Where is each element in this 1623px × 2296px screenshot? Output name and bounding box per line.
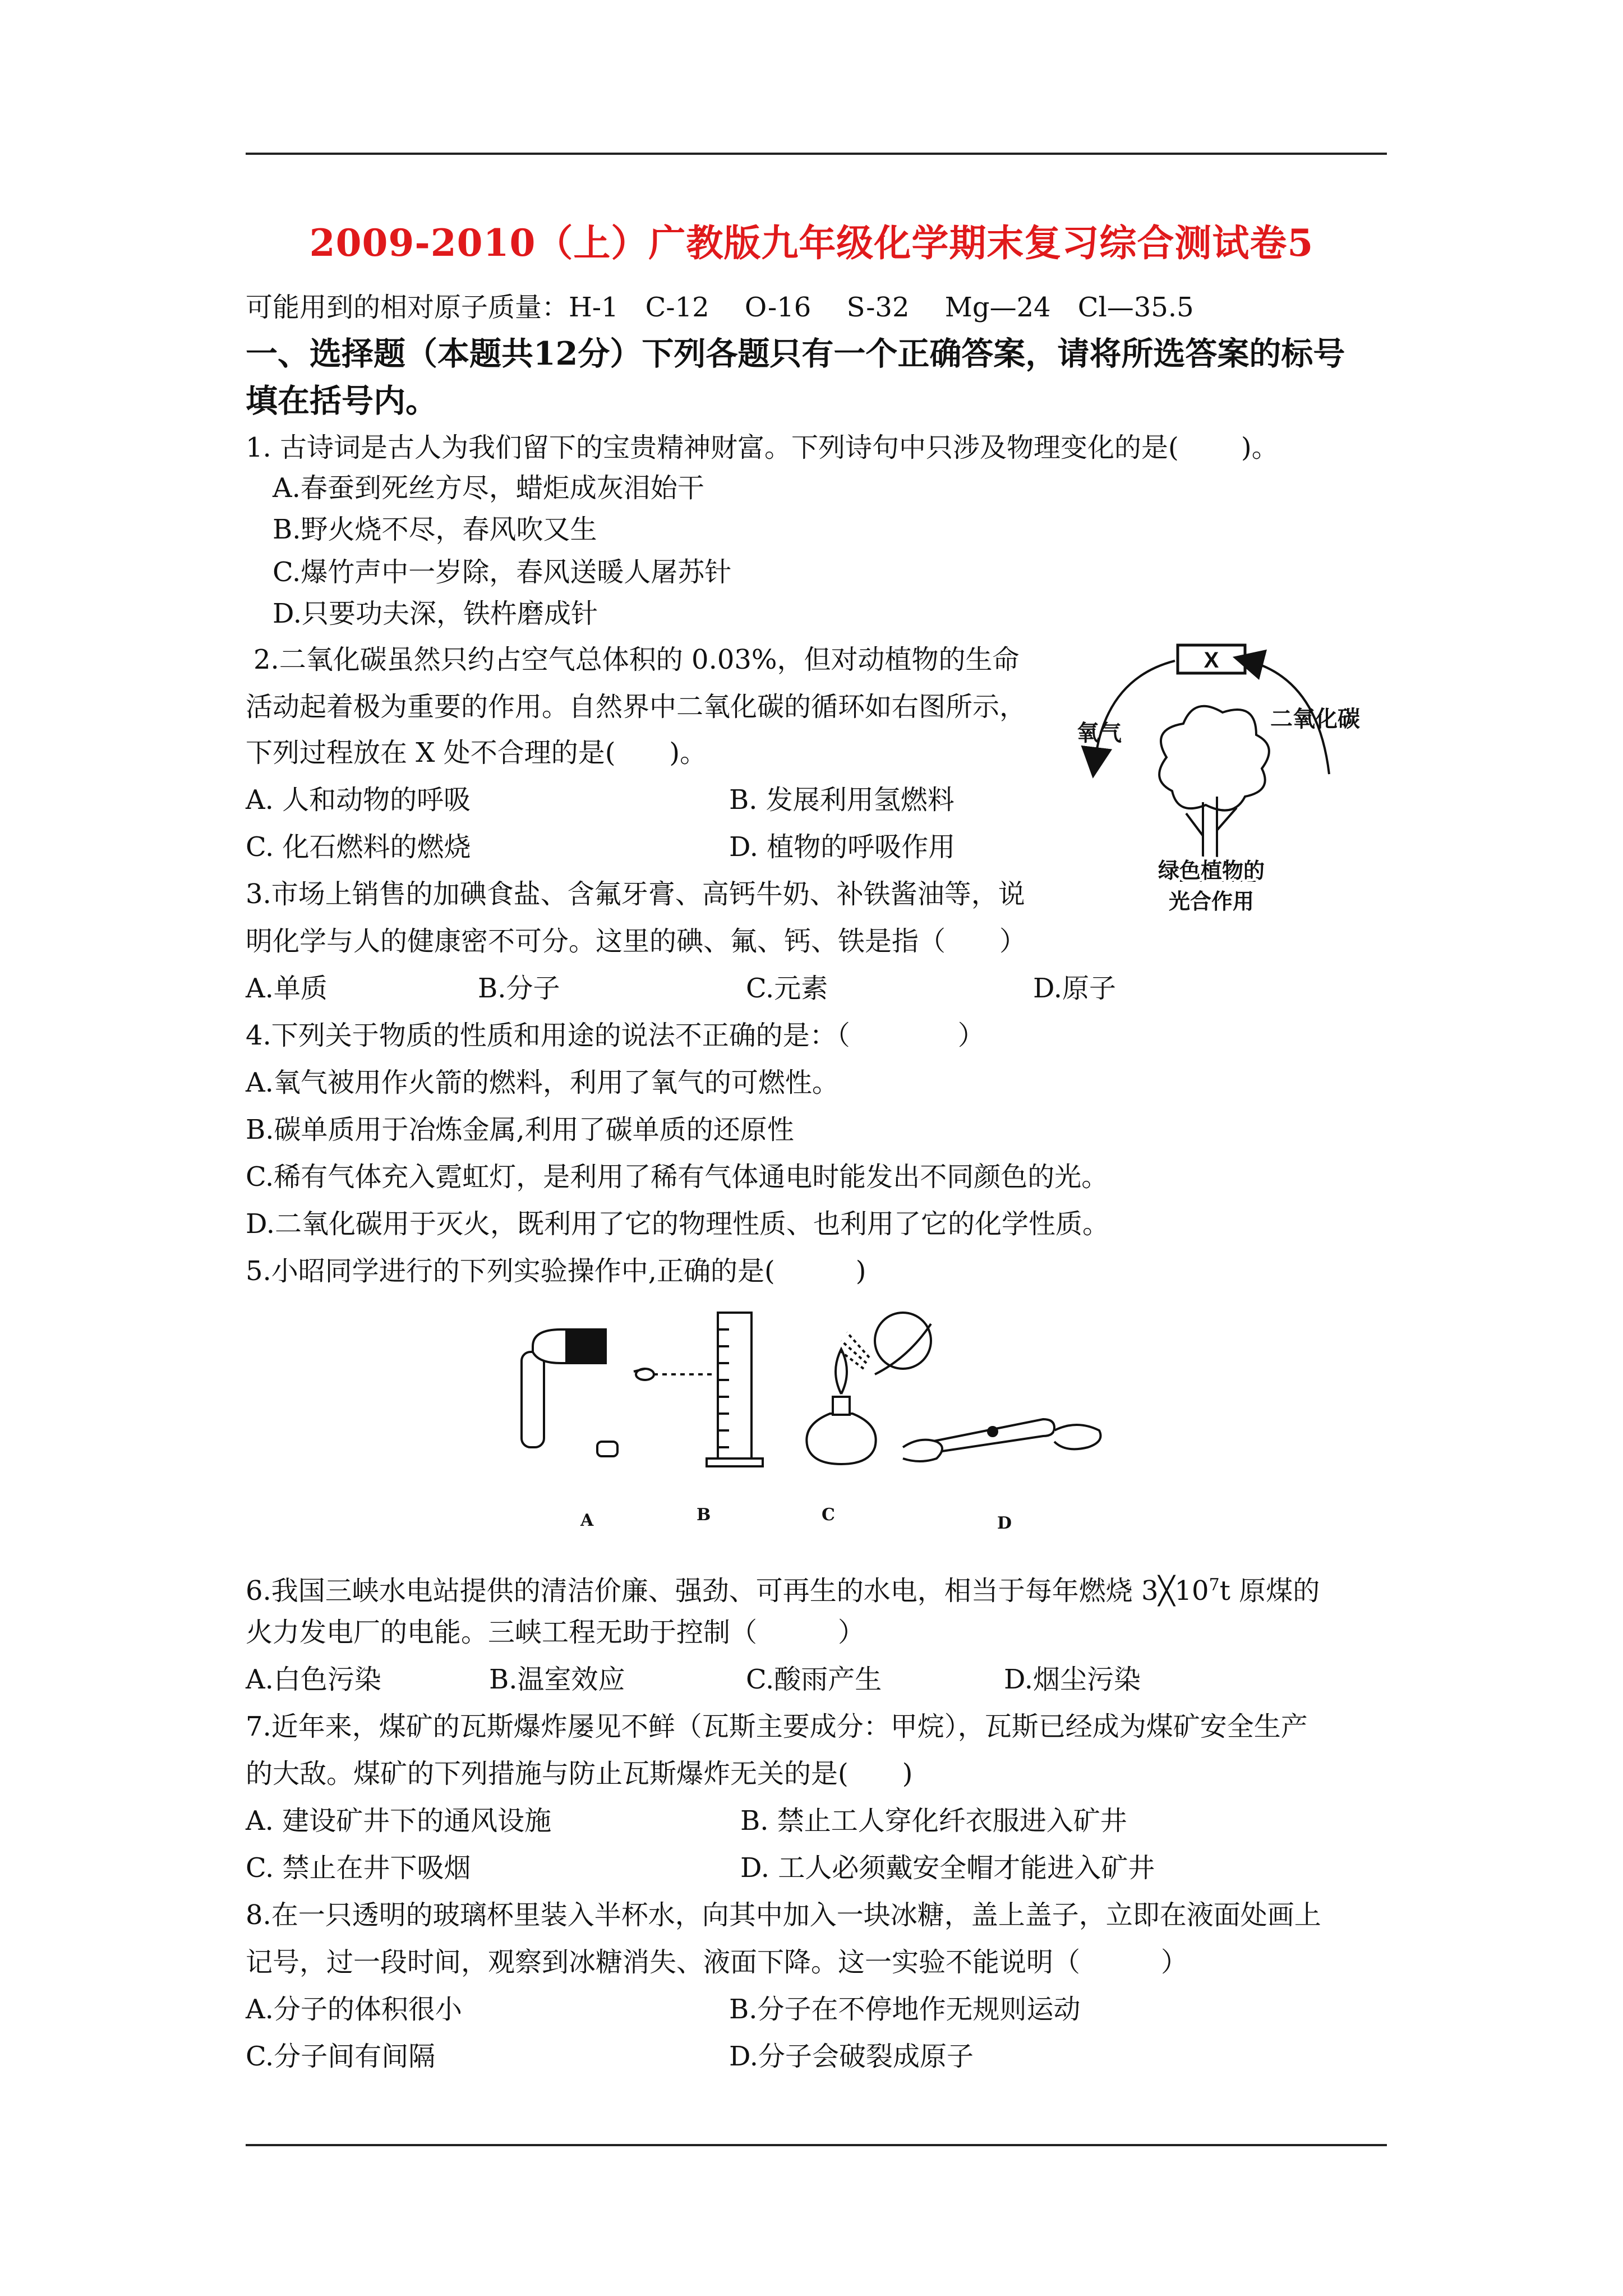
q6-exponent: 7 bbox=[1209, 1575, 1220, 1595]
q2-option-c: C. 化石燃料的燃烧 bbox=[246, 831, 471, 863]
cycle-co2-label: 二氧化碳 bbox=[1270, 706, 1360, 732]
q8-stem-line2: 记号，过一段时间，观察到冰糖消失、液面下降。这一实验不能说明（ ） bbox=[246, 1947, 1188, 1978]
q3-option-c: C.元素 bbox=[746, 973, 828, 1004]
carbon-cycle-figure bbox=[1066, 634, 1380, 926]
q7-stem-line2: 的大敌。煤矿的下列措施与防止瓦斯爆炸无关的是( ) bbox=[246, 1758, 913, 1789]
q1-option-d: D.只要功夫深，铁杵磨成针 bbox=[273, 598, 598, 629]
q6-option-b: B.温室效应 bbox=[489, 1664, 625, 1695]
q3-option-a: A.单质 bbox=[246, 973, 328, 1004]
q8-option-a: A.分子的体积很小 bbox=[246, 1994, 462, 2025]
page-title: 2009-2010（上）广教版九年级化学期末复习综合测试卷5 bbox=[309, 221, 1314, 265]
q2-stem-line2: 活动起着极为重要的作用。自然界中二氧化碳的循环如右图所示， bbox=[246, 691, 1027, 723]
q7-option-b: B. 禁止工人穿化纤衣服进入矿井 bbox=[740, 1805, 1127, 1837]
atomic-masses: 可能用到的相对原子质量：H-1 C-12 O-16 S-32 Mg—24 Cl—35.5 bbox=[246, 292, 1194, 323]
q8-stem-line1: 8.在一只透明的玻璃杯里装入半杯水，向其中加入一块冰糖，盖上盖子，立即在液面处画上 bbox=[246, 1899, 1321, 1931]
bottom-rule bbox=[246, 2144, 1387, 2146]
cycle-x-label: X bbox=[1204, 648, 1219, 673]
cycle-caption-1: 绿色植物的 bbox=[1158, 858, 1265, 883]
q7-option-c: C. 禁止在井下吸烟 bbox=[246, 1852, 471, 1884]
q2-option-d: D. 植物的呼吸作用 bbox=[729, 831, 956, 863]
q7-stem-line1: 7.近年来，煤矿的瓦斯爆炸屡见不鲜（瓦斯主要成分：甲烷），瓦斯已经成为煤矿安全生产 bbox=[246, 1711, 1308, 1742]
q6-stem-line1-b: t 原煤的 bbox=[1219, 1575, 1320, 1607]
section-heading-line1: 一、选择题（本题共12分）下列各题只有一个正确答案，请将所选答案的标号 bbox=[246, 335, 1345, 372]
q4-option-a: A.氧气被用作火箭的燃料，利用了氧气的可燃性。 bbox=[246, 1067, 839, 1098]
q1-option-a: A.春蚕到死丝方尽，蜡炬成灰泪始干 bbox=[273, 472, 704, 504]
lab-operations-figure bbox=[516, 1307, 1133, 1548]
q1-stem: 1. 古诗词是古人为我们留下的宝贵精神财富。下列诗句中只涉及物理变化的是( )。 bbox=[246, 432, 1279, 463]
q6-option-c: C.酸雨产生 bbox=[746, 1664, 882, 1695]
cycle-oxygen-label: 氧气 bbox=[1077, 720, 1122, 746]
q4-option-d: D.二氧化碳用于灭火，既利用了它的物理性质、也利用了它的化学性质。 bbox=[246, 1208, 1110, 1240]
q6-stem-line1-a: 6.我国三峡水电站提供的清洁价廉、强劲、可再生的水电，相当于每年燃烧 3╳10 bbox=[246, 1575, 1209, 1607]
q2-option-a: A. 人和动物的呼吸 bbox=[246, 784, 471, 816]
op-label-b: B bbox=[697, 1505, 711, 1525]
reagent-bottle-icon bbox=[522, 1329, 617, 1456]
q1-option-c: C.爆竹声中一岁除，春风送暖人屠苏针 bbox=[273, 556, 732, 588]
q4-stem: 4.下列关于物质的性质和用途的说法不正确的是：（ ） bbox=[246, 1020, 985, 1051]
op-label-a: A bbox=[580, 1511, 594, 1530]
q8-option-d: D.分子会破裂成原子 bbox=[729, 2041, 974, 2072]
q7-option-d: D. 工人必须戴安全帽才能进入矿井 bbox=[740, 1852, 1155, 1884]
q8-option-b: B.分子在不停地作无规则运动 bbox=[729, 1994, 1081, 2025]
test-tube-hands-icon bbox=[903, 1419, 1101, 1461]
section-heading-line2: 填在括号内。 bbox=[246, 382, 437, 420]
q3-option-b: B.分子 bbox=[478, 973, 560, 1004]
q4-option-b: B.碳单质用于冶炼金属,利用了碳单质的还原性 bbox=[246, 1114, 794, 1145]
q6-stem-line1 bbox=[246, 1568, 1320, 1608]
q3-option-d: D.原子 bbox=[1033, 973, 1117, 1004]
q3-stem-line1: 3.市场上销售的加碘食盐、含氟牙膏、高钙牛奶、补铁酱油等，说 bbox=[246, 878, 1025, 910]
q3-stem-line2: 明化学与人的健康密不可分。这里的碘、氟、钙、铁是指（ ） bbox=[246, 926, 1027, 957]
q4-option-c: C.稀有气体充入霓虹灯，是利用了稀有气体通电时能发出不同颜色的光。 bbox=[246, 1161, 1109, 1193]
op-label-c: C bbox=[822, 1505, 835, 1525]
q2-stem-line1: 2.二氧化碳虽然只约占空气总体积的 0.03%，但对动植物的生命 bbox=[253, 644, 1020, 675]
q1-option-b: B.野火烧不尽，春风吹又生 bbox=[273, 514, 597, 545]
q8-option-c: C.分子间有间隔 bbox=[246, 2041, 436, 2072]
q2-option-b: B. 发展利用氢燃料 bbox=[729, 784, 955, 816]
cycle-caption-2: 光合作用 bbox=[1168, 889, 1255, 914]
q6-stem-line2: 火力发电厂的电能。三峡工程无助于控制（ ） bbox=[246, 1617, 865, 1648]
q6-option-d: D.烟尘污染 bbox=[1004, 1664, 1141, 1695]
tree-icon bbox=[1159, 706, 1269, 881]
op-label-d: D bbox=[997, 1513, 1012, 1533]
q2-stem-line3: 下列过程放在 X 处不合理的是( )。 bbox=[246, 737, 707, 769]
graduated-cylinder-icon bbox=[634, 1313, 763, 1466]
q6-option-a: A.白色污染 bbox=[246, 1664, 381, 1695]
q7-option-a: A. 建设矿井下的通风设施 bbox=[246, 1805, 552, 1837]
top-rule bbox=[246, 153, 1387, 155]
q5-stem: 5.小昭同学进行的下列实验操作中,正确的是( ) bbox=[246, 1255, 866, 1287]
